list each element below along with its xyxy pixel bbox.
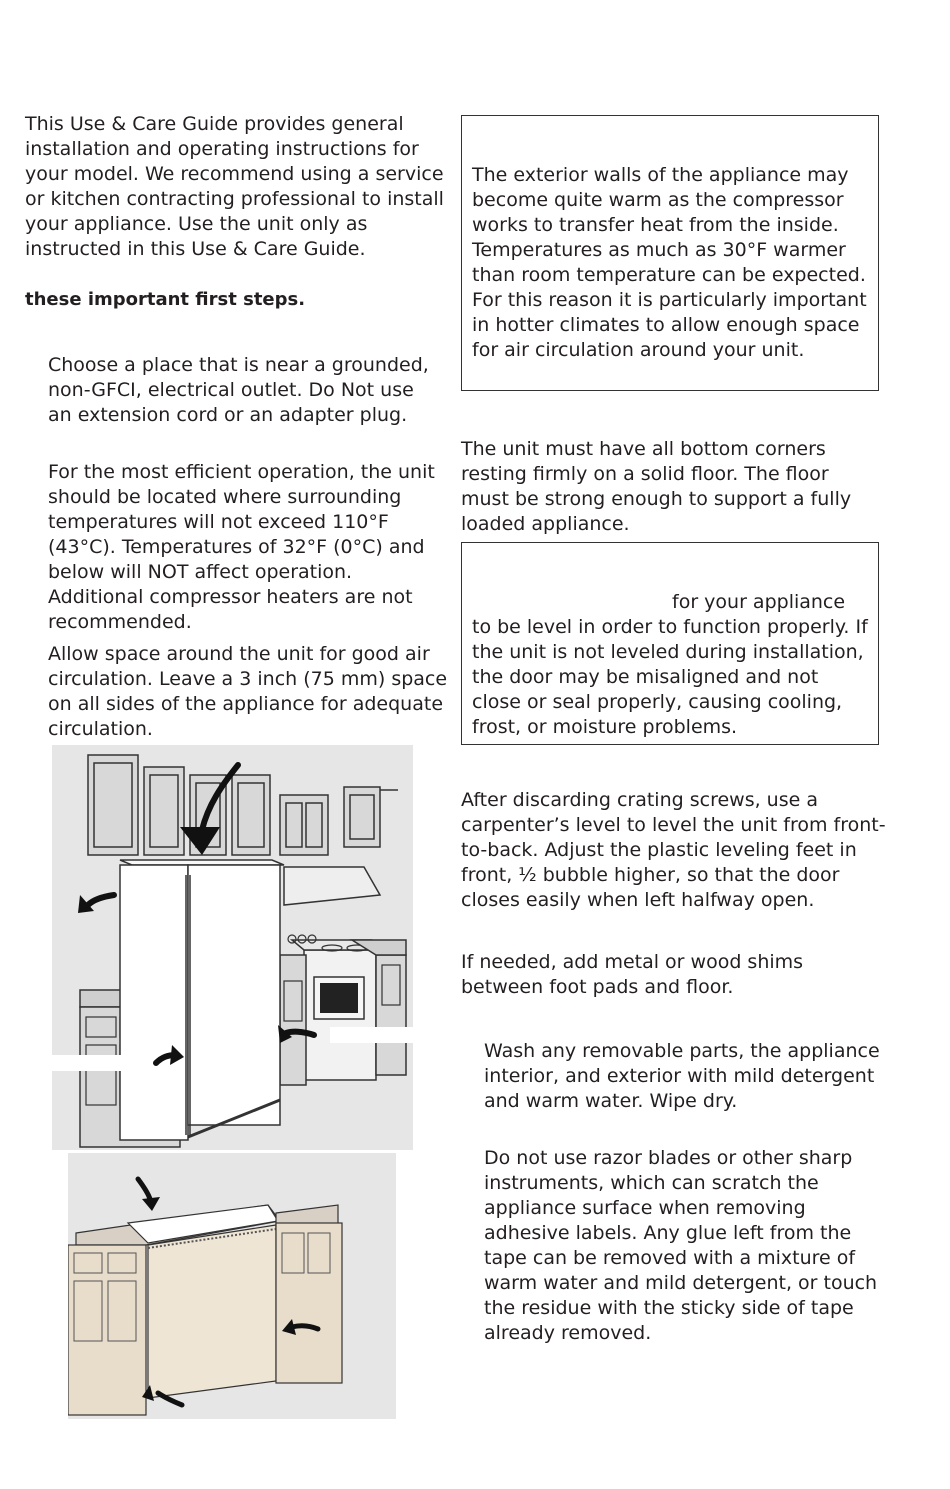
level-notice-first-line: for your appliance — [672, 591, 846, 613]
bullet-outlet: Choose a place that is near a grounded, non-GFCI, electrical outlet. Do Not use an extension cord or an adapter plug. — [48, 354, 429, 426]
razor-warning: Do not use razor blades or other sharp instruments, which can scratch the appliance surface when removing adhesive labels. Any glue left from the tape can be removed with a mixture of warm water and mild detergent, or touch the residue with the sticky side of tape already removed. — [484, 1147, 878, 1344]
first-steps-heading: these important first steps. — [25, 289, 306, 310]
bullet-temperature: For the most efficient operation, the unit should be located where surrounding temperatures will not exceed 110°F (43°C). Temperatures of 32°F (0°C) and below will NOT affect operation. Additional compressor heaters are not recommended. — [48, 461, 435, 633]
bullet-air-circulation: Allow space around the unit for good air circulation. Leave a 3 inch (75 mm) space on all sides of the appliance for adequate circulation. — [48, 643, 448, 740]
intro-paragraph: This Use & Care Guide provides general installation and operating instructions for your model. We recommend using a service or kitchen contracting professional to install your appliance. Use the unit only as instructed in this Use & Care Guide. — [25, 113, 444, 260]
upright-freezer-clearance-icon — [52, 745, 413, 1150]
kitchen-clearance-figure — [52, 745, 413, 1150]
warm-walls-text: The exterior walls of the appliance may become quite warm as the compressor works to transfer heat from the inside. Temperatures as much as 30°F warmer than room temperature can be expected. For this reason it is particularly important in hotter climates to allow enough space for air circulation around your unit. — [472, 164, 867, 361]
undercounter-clearance-figure — [68, 1153, 396, 1419]
undercounter-clearance-icon — [68, 1153, 396, 1419]
wash-instructions: Wash any removable parts, the appliance interior, and exterior with mild detergent and warm water. Wipe dry. — [484, 1040, 880, 1112]
floor-requirement-text: The unit must have all bottom corners resting firmly on a solid floor. The floor must be strong enough to support a fully loaded appliance. — [461, 438, 852, 535]
leveling-instructions: After discarding crating screws, use a carpenter’s level to level the unit from front-to-back. Adjust the plastic leveling feet in front, ½ bubble higher, so that the door closes easily when left halfway open. — [461, 789, 886, 911]
level-notice-text: to be level in order to function properly. If the unit is not leveled during installation, the door may be misaligned and not close or seal properly, causing cooling, frost, or moisture problems. — [472, 616, 868, 738]
shims-instructions: If needed, add metal or wood shims between foot pads and floor. — [461, 951, 804, 998]
